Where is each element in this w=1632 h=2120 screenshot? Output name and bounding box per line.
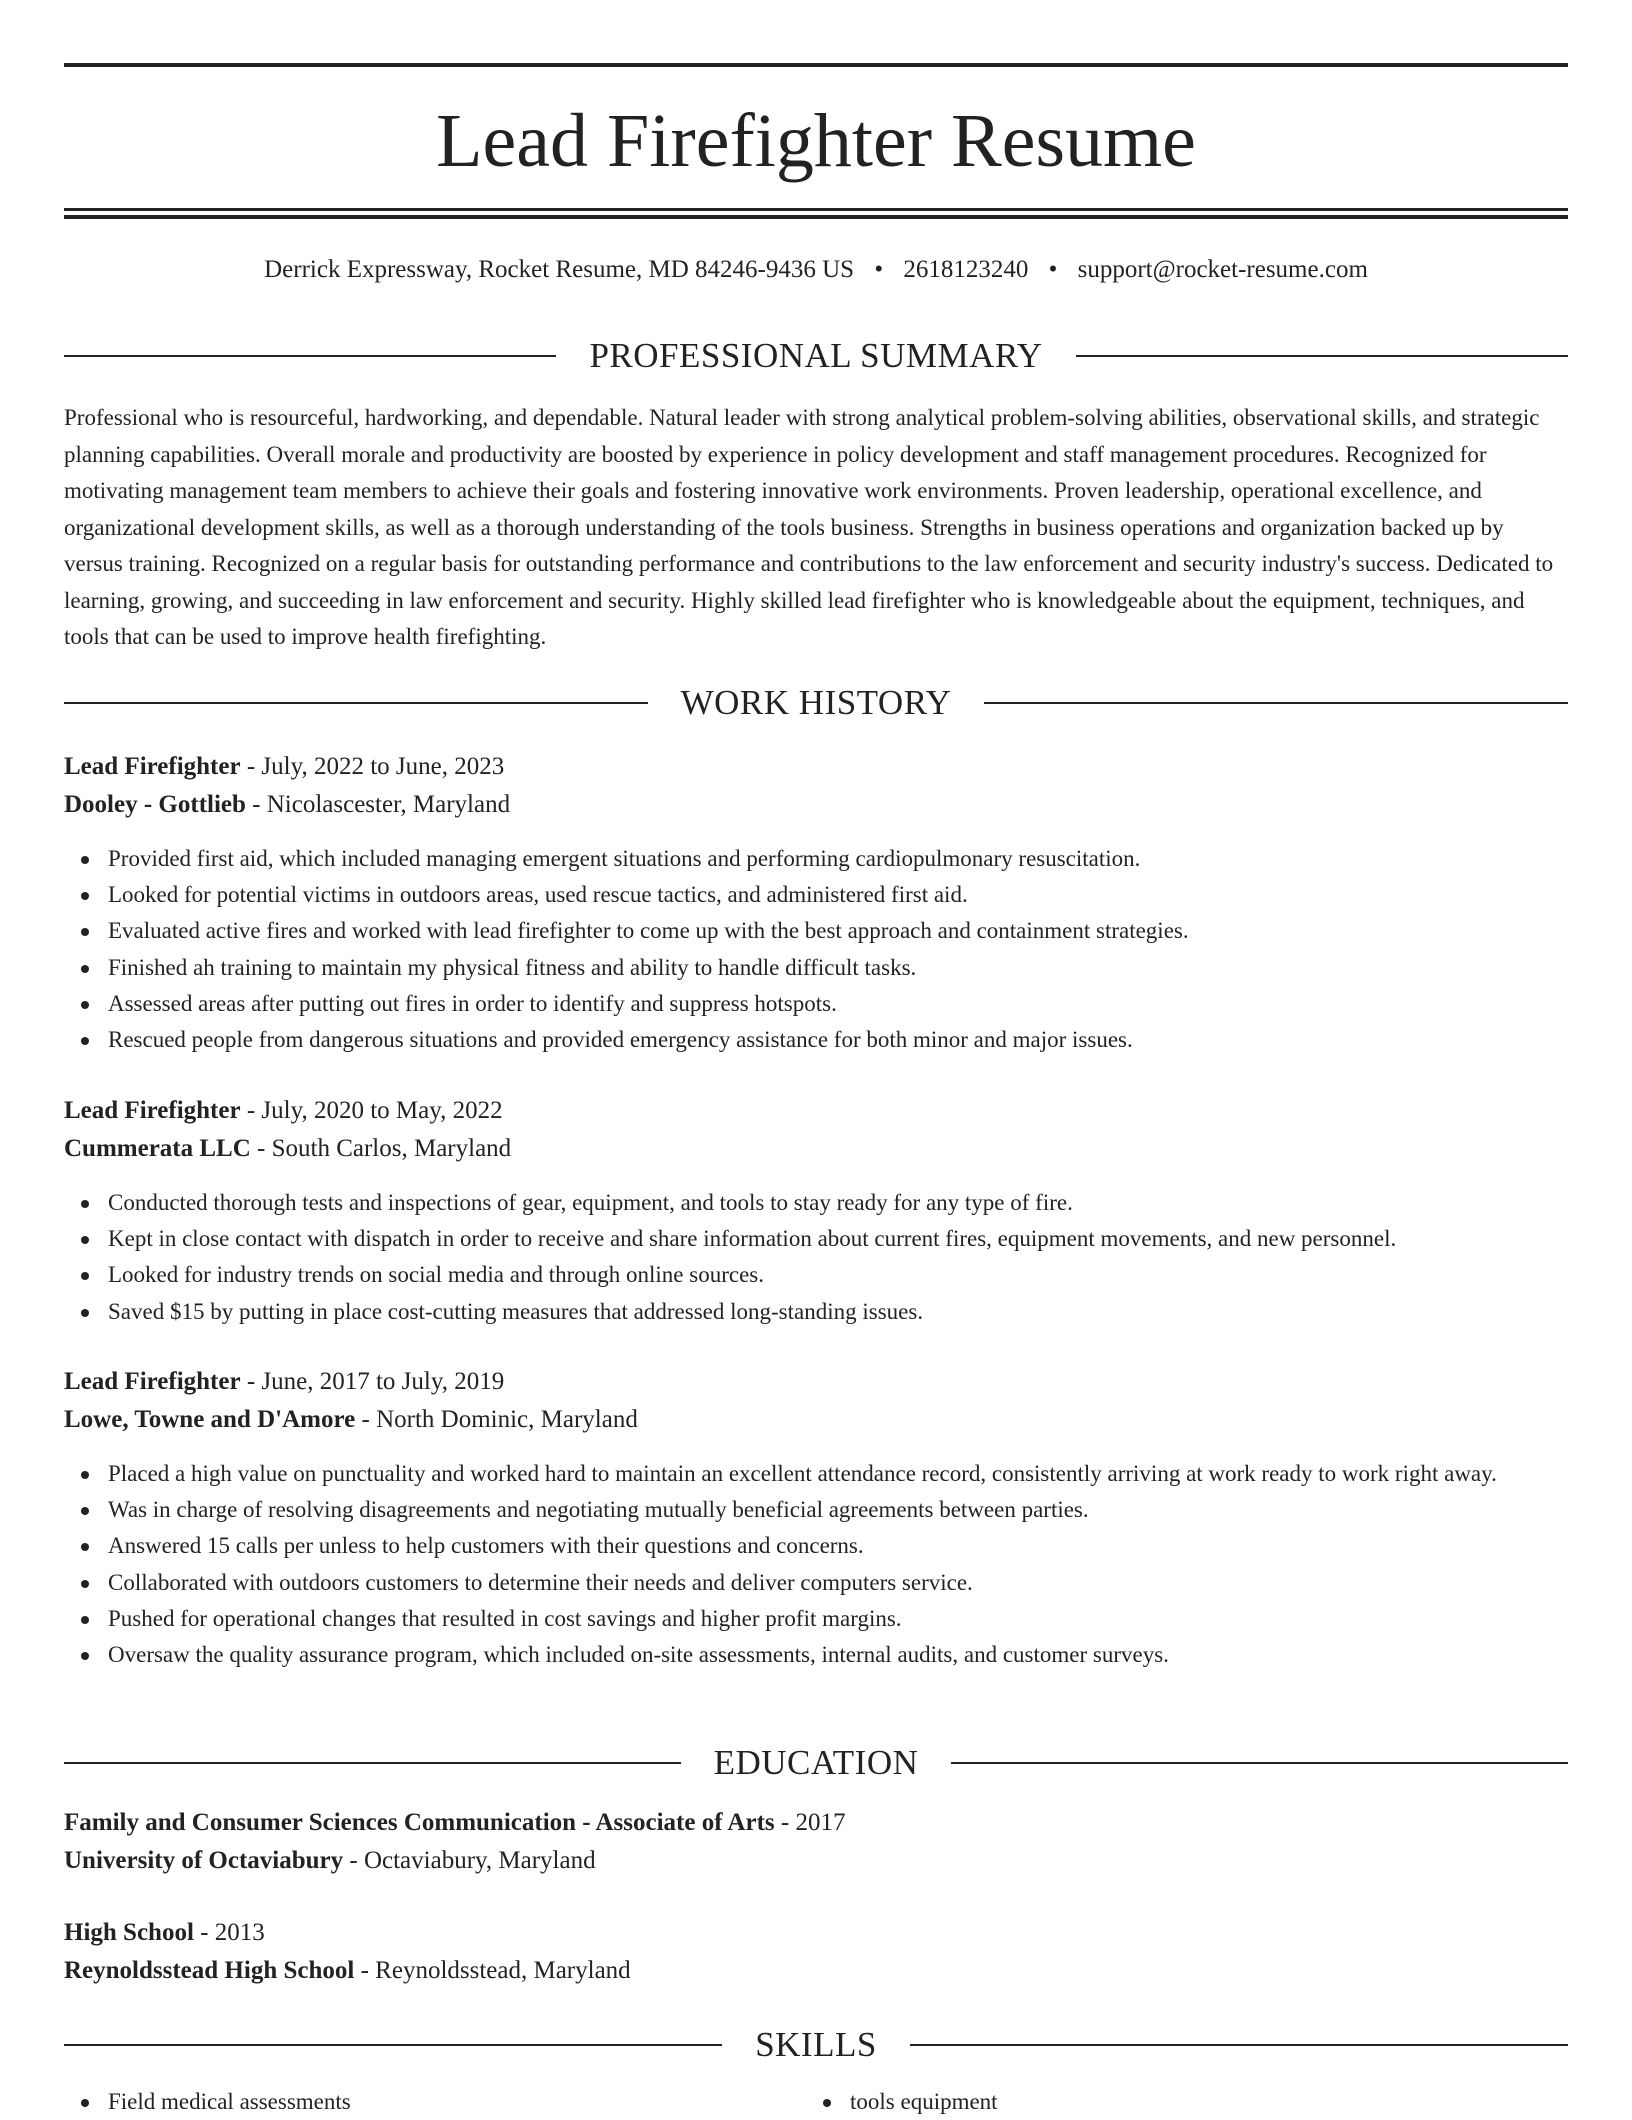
heading-rule [64,1762,681,1764]
education-degree: Family and Consumer Sciences Communication - Associate of Arts [64,1809,775,1836]
education-year: - 2017 [774,1809,846,1836]
contact-email: support@rocket-resume.com [1077,256,1368,283]
contact-separator: • [1048,256,1058,283]
job-company-line [64,1402,1568,1438]
heading-rule [64,2044,722,2046]
job-title-line [64,749,1568,785]
education-school-line [64,1843,1568,1879]
education-school: University of Octaviabury [64,1847,344,1874]
section-title: EDUCATION [713,1743,919,1782]
education-school: Reynoldsstead High School [64,1957,355,1984]
job-company: Lowe, Towne and D'Amore [64,1406,356,1433]
section-title: WORK HISTORY [680,683,952,722]
list-item: Rescued people from dangerous situations and provided emergency assistance for both minor and major issues. [108,1022,1568,1058]
list-item: Saved $15 by putting in place cost-cutting measures that addressed long-standing issues. [108,1294,1568,1330]
section-heading-skills [64,2023,1568,2067]
list-item: Conducted thorough tests and inspections of gear, equipment, and tools to stay ready for any type of fire. [108,1185,1568,1221]
job-title-line [64,1093,1568,1129]
skill-item: Field medical assessments [108,2084,351,2120]
job-bullets [64,1185,1568,1330]
job-company-line [64,1131,1568,1167]
skills-list-left [108,2084,351,2120]
section-heading-education [64,1741,1568,1785]
heading-rule [64,355,556,357]
job-company: Dooley - Gottlieb [64,791,246,818]
list-item: Placed a high value on punctuality and worked hard to maintain an excellent attendance record, consistently arriving at work ready to work right away. [108,1456,1568,1492]
job-bullets [64,841,1568,1058]
job-title: Lead Firefighter [64,1097,241,1124]
list-item: Provided first aid, which included managing emergent situations and performing cardiopulmonary resuscitation. [108,841,1568,877]
education-degree-line [64,1805,1568,1841]
list-item: Was in charge of resolving disagreements and negotiating mutually beneficial agreements between parties. [108,1492,1568,1528]
title-rule-lower [64,215,1568,219]
job-dates: - July, 2022 to June, 2023 [240,753,505,780]
list-item: Finished ah training to maintain my physical fitness and ability to handle difficult tasks. [108,950,1568,986]
heading-rule [951,1762,1568,1764]
heading-rule [910,2044,1568,2046]
contact-address: Derrick Expressway, Rocket Resume, MD 84246-9436 US [264,256,855,283]
list-item: Pushed for operational changes that resulted in cost savings and higher profit margins. [108,1601,1568,1637]
summary-text: Professional who is resourceful, hardworking, and dependable. Natural leader with strong analytical problem-solving abilities, observational skills, and strategic planning capabilities. Overall morale and productivity are boosted by experience in policy development and staff management procedures. Recognized for motivating management team members to achieve their goals and fostering innovative work environments. Proven leadership, operational excellence, and organizational development skills, as well as a thorough understanding of the tools business. Strengths in business operations and organization backed up by versus training. Recognized on a regular basis for outstanding performance and contributions to the law enforcement and security industry's success. Dedicated to learning, growing, and succeeding in law enforcement and security. Highly skilled lead firefighter who is knowledgeable about the equipment, techniques, and tools that can be used to improve health firefighting. [64,405,1554,649]
top-rule [64,63,1568,67]
job-title: Lead Firefighter [64,1368,241,1395]
list-item: Oversaw the quality assurance program, which included on-site assessments, internal audits, and customer surveys. [108,1637,1568,1673]
contact-line [64,252,1568,288]
list-item: Looked for potential victims in outdoors areas, used rescue tactics, and administered first aid. [108,877,1568,913]
job-title-line [64,1364,1568,1400]
heading-rule [64,702,648,704]
job-dates: - July, 2020 to May, 2022 [240,1097,503,1124]
heading-rule [1076,355,1568,357]
education-degree: High School [64,1919,194,1946]
job-company-line [64,787,1568,823]
contact-separator: • [874,256,884,283]
education-degree-line [64,1915,1568,1951]
section-title: SKILLS [755,2025,877,2064]
skill-item: tools equipment [850,2084,998,2120]
education-school-line [64,1953,1568,1989]
job-location: - Nicolascester, Maryland [245,791,511,818]
job-location: - North Dominic, Maryland [355,1406,638,1433]
job-bullets [64,1456,1568,1673]
list-item: Looked for industry trends on social media and through online sources. [108,1257,1568,1293]
education-location: - Octaviabury, Maryland [343,1847,596,1874]
list-item: Collaborated with outdoors customers to determine their needs and deliver computers service. [108,1565,1568,1601]
list-item: Kept in close contact with dispatch in order to receive and share information about current fires, equipment movements, and new personnel. [108,1221,1568,1257]
job-location: - South Carlos, Maryland [250,1135,512,1162]
section-title: PROFESSIONAL SUMMARY [589,336,1043,375]
education-location: - Reynoldsstead, Maryland [354,1957,631,1984]
job-company: Cummerata LLC [64,1135,251,1162]
section-heading-work-history [64,681,1568,725]
resume-title: Lead Firefighter Resume [436,99,1196,183]
job-dates: - June, 2017 to July, 2019 [240,1368,505,1395]
list-item: Evaluated active fires and worked with lead firefighter to come up with the best approach and containment strategies. [108,913,1568,949]
skills-list-right [850,2084,998,2120]
title-rule-upper [64,208,1568,211]
heading-rule [984,702,1568,704]
contact-phone: 2618123240 [903,256,1029,283]
list-item: Assessed areas after putting out fires in order to identify and suppress hotspots. [108,986,1568,1022]
list-item: Answered 15 calls per unless to help customers with their questions and concerns. [108,1528,1568,1564]
section-heading-summary [64,334,1568,378]
education-year: - 2013 [193,1919,265,1946]
job-title: Lead Firefighter [64,753,241,780]
